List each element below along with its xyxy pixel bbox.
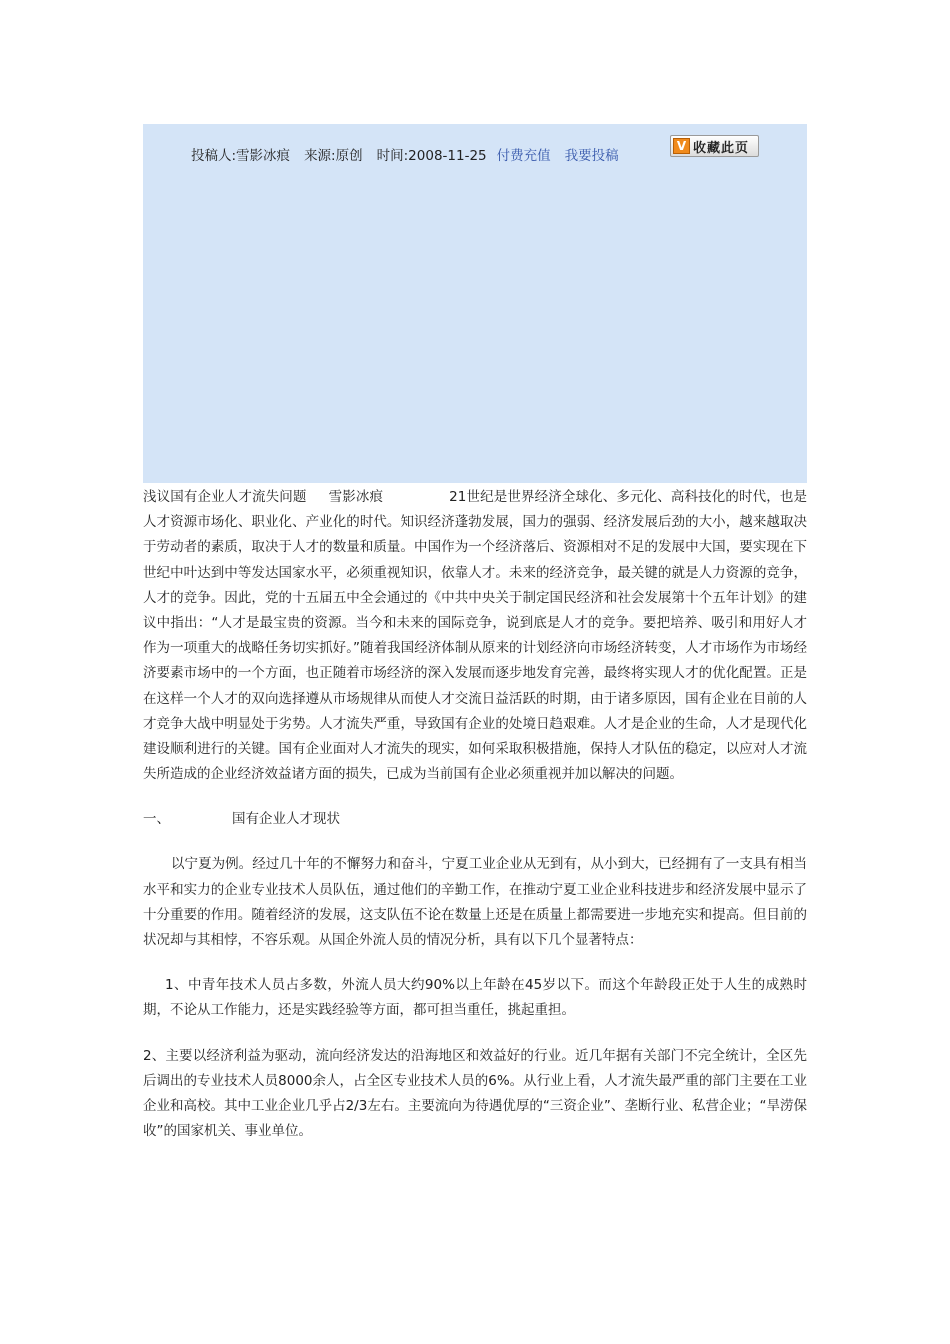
section-title: 国有企业人才现状 bbox=[232, 811, 340, 828]
paragraph-ningxia: 以宁夏为例。经过几十年的不懈努力和奋斗，宁夏工业企业从无到有，从小到大，已经拥有了一支具有相当水平和实力的企业专业技术人员队伍，通过他们的辛勤工作，在推动宁夏工业企业科技进步和经济发展中显示了十分重要的作用。随着经济的发展，这支队伍不论在数量上还是在质量上都需要进一步地充实和提高。但目前的状况却与其相悖，不容乐观。从国企外流人员的情况分析，具有以下几个显著特点： bbox=[143, 856, 807, 949]
article-title: 浅议国有企业人才流失问题 bbox=[143, 489, 307, 505]
paragraph-point-2: 2、主要以经济利益为驱动，流向经济发达的沿海地区和效益好的行业。近几年据有关部门不完全统计，全区先后调出的专业技术人员8000余人，占全区专业技术人员的6%。从行业上看，人才流失最严重的部门主要在工业企业和高校。其中工业企业几乎占2/3左右。主要流向为待遇优厚的“三资企业”、垄断行业、私营企业；“旱涝保收”的国家机关、事业单位。 bbox=[143, 1047, 807, 1140]
section-heading bbox=[143, 807, 807, 832]
v-logo-icon: V bbox=[673, 138, 690, 154]
author-label: 投稿人:雪影冰痕 bbox=[191, 148, 291, 164]
time-label: 时间:2008-11-25 bbox=[376, 148, 487, 164]
intro-text: 21世纪是世界经济全球化、多元化、高科技化的时代，也是人才资源市场化、职业化、产业化的时代。知识经济蓬勃发展，国力的强弱、经济发展后劲的大小，越来越取决于劳动者的素质，取决于人才的数量和质量。中国作为一个经济落后、资源相对不足的发展中大国，要实现在下世纪中叶达到中等发达国家水平，必须重视知识，依靠人才。未来的经济竞争，最关键的就是人力资源的竞争，人才的竞争。因此，党的十五届五中全会通过的《中共中央关于制定国民经济和社会发展第十个五年计划》的建议中指出：“人才是最宝贵的资源。当今和未来的国际竞争，说到底是人才的竞争。要把培养、吸引和用好人才作为一项重大的战略任务切实抓好。”随着我国经济体制从原来的计划经济向市场经济转变，人才市场作为市场经济要素市场中的一个方面，也正随着市场经济的深入发展而逐步地发育完善，最终将实现人才的优化配置。正是在这样一个人才的双向选择遵从市场规律从而使人才交流日益活跃的时期，由于诸多原因，国有企业在目前的人才竞争大战中明显处于劣势。人才流失严重，导致国有企业的处境日趋艰难。人才是企业的生命，人才是现代化建设顺利进行的关键。国有企业面对人才流失的现实，如何采取积极措施，保持人才队伍的稳定，以应对人才流失所造成的企业经济效益诸方面的损失，已成为当前国有企业必须重视并加以解决的问题。 bbox=[143, 489, 808, 783]
section-number: 一、 bbox=[143, 811, 170, 828]
article-author: 雪影冰痕 bbox=[328, 489, 384, 505]
intro-paragraph bbox=[143, 485, 807, 787]
bookmark-button[interactable] bbox=[670, 135, 759, 157]
article-meta-line bbox=[191, 146, 619, 166]
pay-link[interactable]: 付费充值 bbox=[496, 148, 551, 164]
article-header-box bbox=[143, 124, 807, 483]
submit-link[interactable]: 我要投稿 bbox=[564, 148, 619, 164]
bookmark-label: 收藏此页 bbox=[693, 140, 750, 156]
paragraph-point-1: 1、中青年技术人员占多数，外流人员大约90%以上年龄在45岁以下。而这个年龄段正处于人生的成熟时期，不论从工作能力，还是实践经验等方面，都可担当重任，挑起重担。 bbox=[143, 977, 807, 1019]
page-content bbox=[143, 124, 807, 1144]
source-label: 来源:原创 bbox=[304, 148, 363, 164]
